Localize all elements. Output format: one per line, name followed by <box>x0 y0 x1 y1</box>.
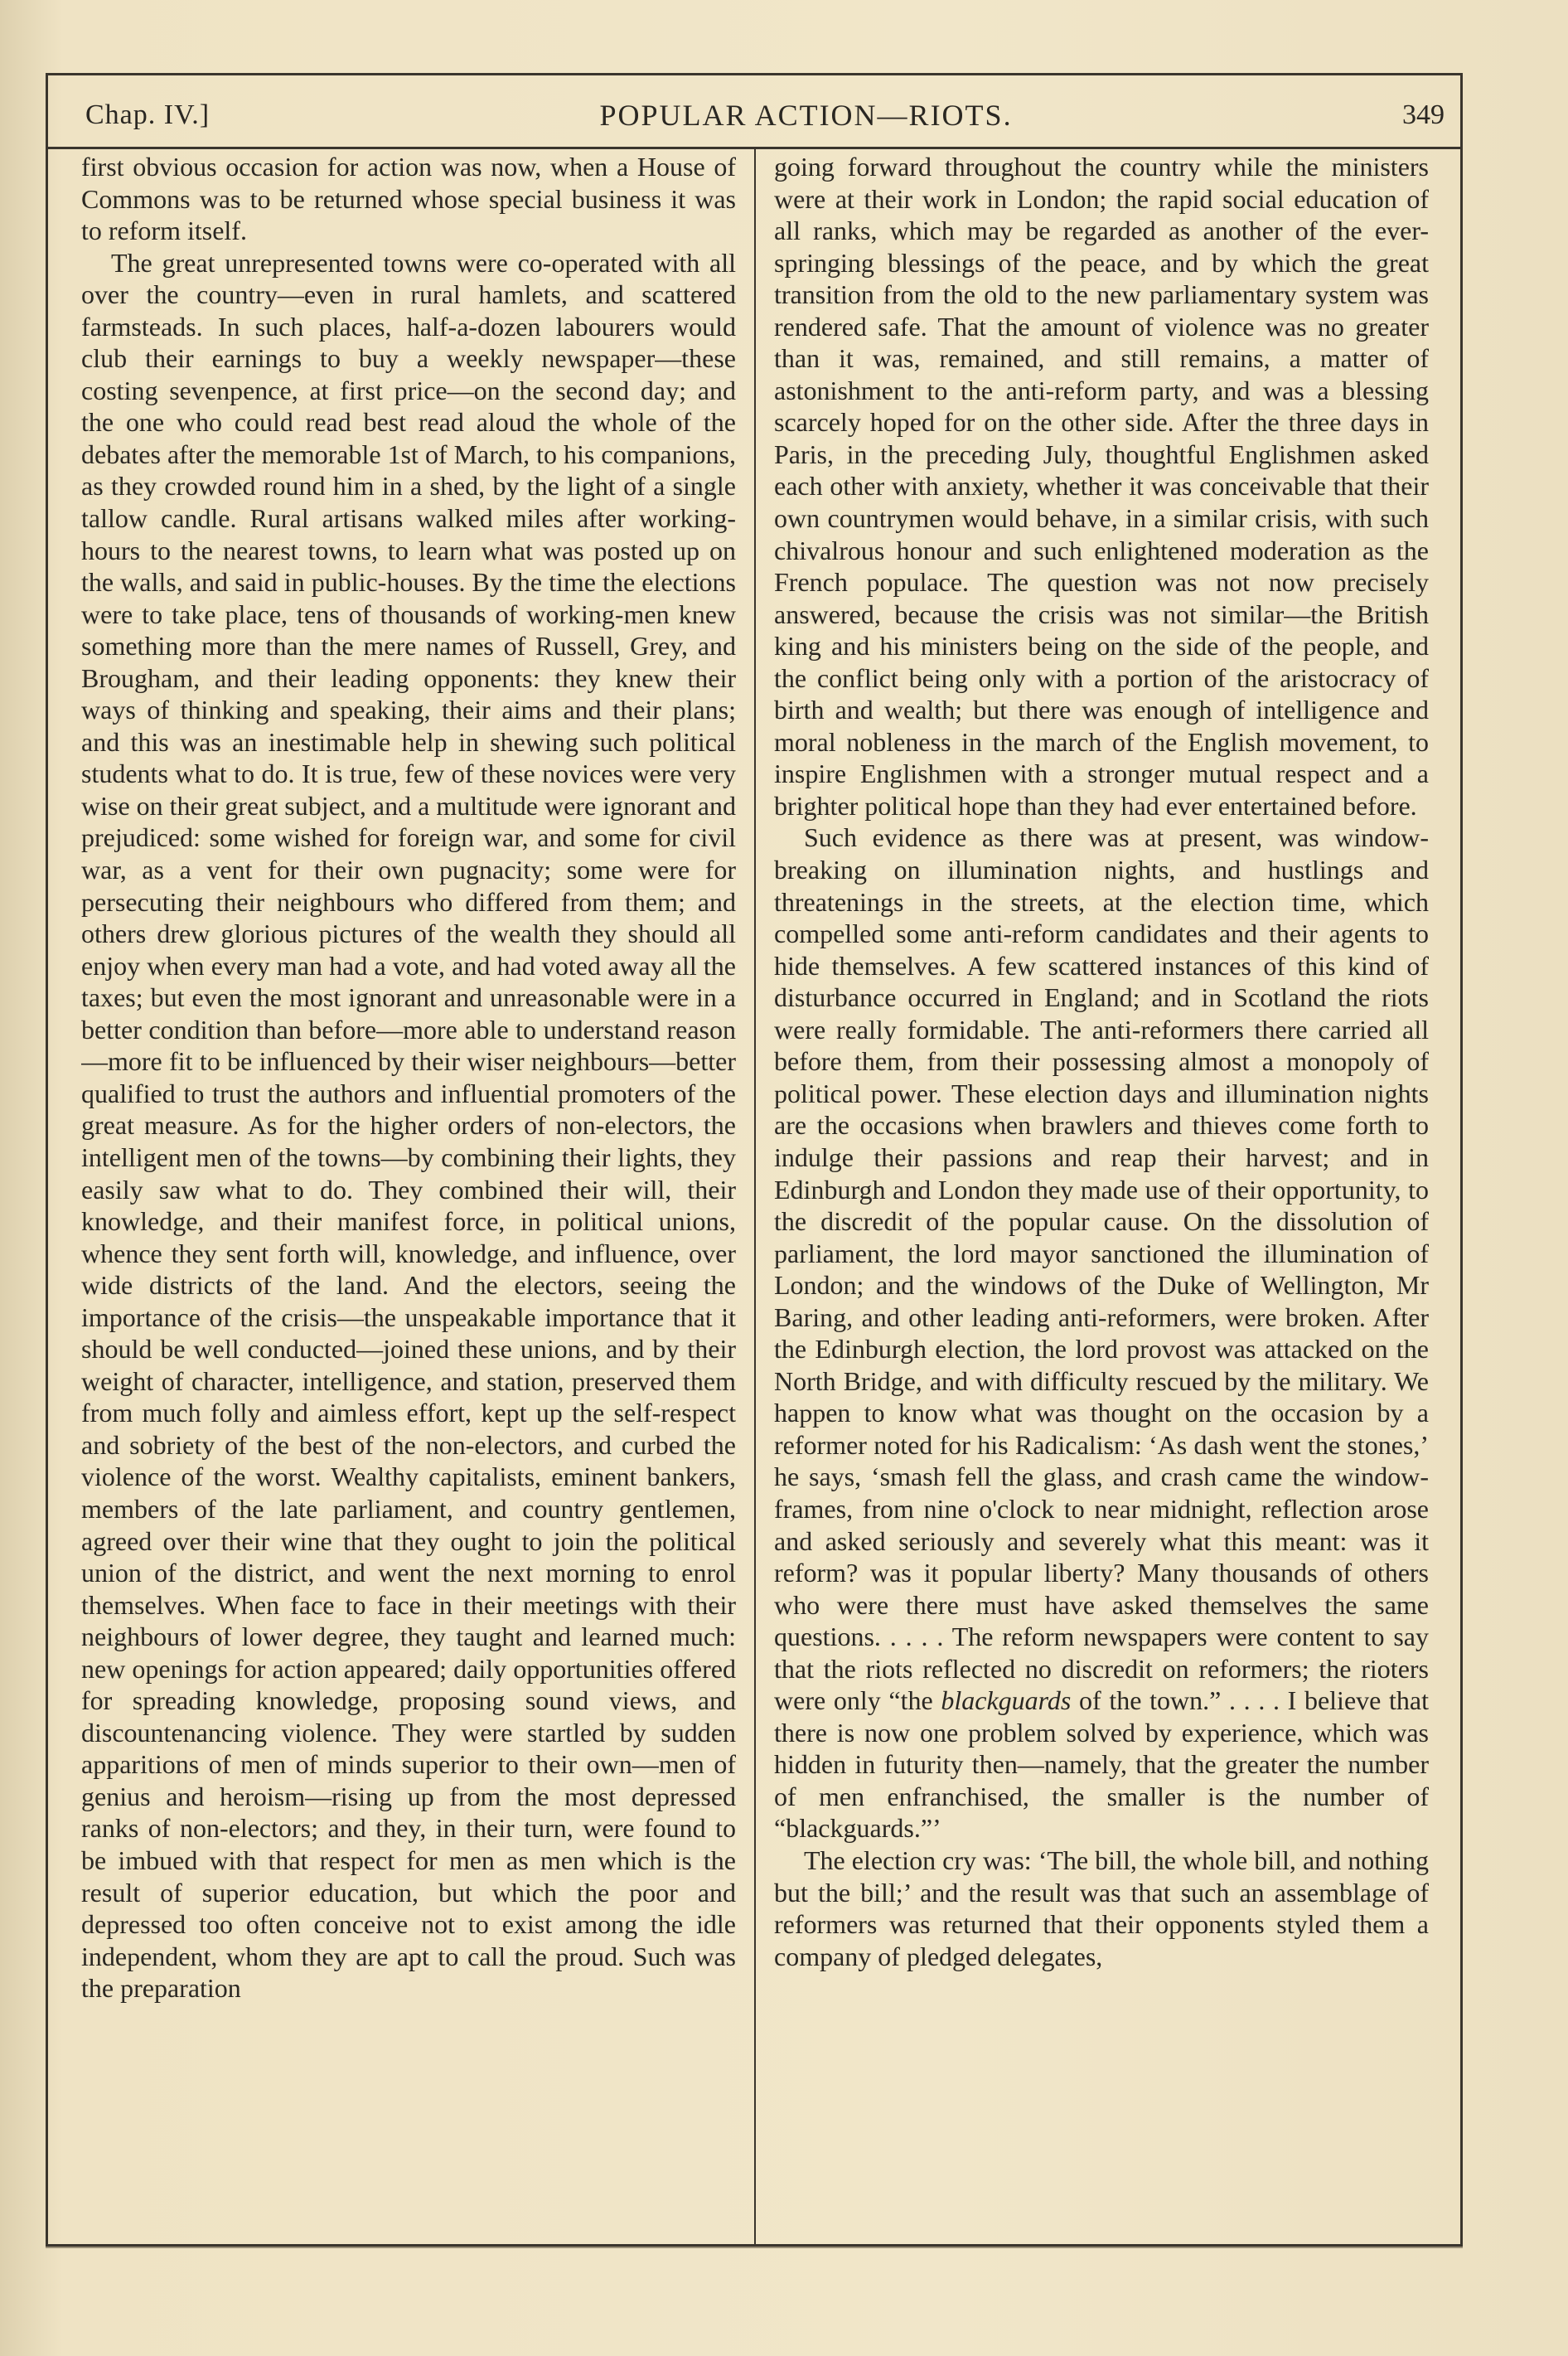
running-header <box>46 83 1463 148</box>
running-title: POPULAR ACTION—RIOTS. <box>599 99 1013 132</box>
page-number: 349 <box>1401 99 1445 130</box>
right-column <box>774 151 1429 2236</box>
text-run: Such evidence as there was at present, was window-breaking on illumination nights, and hustlings and threatenings in the streets, at the election time, which compelled some anti-reform candidates and their agents to hide themselves. A few scattered instances of this kind of disturbance occurred in England; and in Scotland the riots were really formidable. The anti-reformers there carried all before them, from their possessing almost a monopoly of political power. These election days and illumination nights are the occasions when brawlers and thieves come forth to indulge their passions and reap their harvest; and in Edinburgh and London they made use of their opportunity, to the discredit of the popular cause. On the dissolution of parliament, the lord mayor sanctioned the illumination of London; and the windows of the Duke of Wellington, Mr Baring, and other leading anti-reformers, were broken. After the Edinburgh election, the lord provost was attacked on the North Bridge, and with difficulty rescued by the military. We happen to know what was thought on the occasion by a reformer noted for his Radicalism: ‘As dash went the stones,’ he says, ‘smash fell the glass, and crash came the window-frames, from nine o'clock to near midnight, reflection arose and asked seriously and severely what this meant: was it reform? was it popular liberty? Many thousands of others who were there must have asked themselves the same questions. . . . . The reform newspapers were content to say that the riots reflected no discredit on reformers; the rioters were only “the <box>774 822 1429 1716</box>
paragraph: first obvious occasion for action was now, when a House of Commons was to be returned whose special business it was to reform itself. <box>81 152 736 246</box>
paragraph <box>774 822 1429 1845</box>
paragraph: The great unrepresented towns were co-operated with all over the country—even in rural hamlets, and scattered farmsteads. In such places, half-a-dozen labourers would club their earnings to buy a weekly newspaper—these costing sevenpence, at first price—on the second day; and the one who could read best read aloud the whole of the debates after the memorable 1st of March, to his companions, as they crowded round him in a shed, by the light of a single tallow candle. Rural artisans walked miles after working-hours to the nearest towns, to learn what was posted up on the walls, and said in public-houses. By the time the elections were to take place, tens of thousands of working-men knew something more than the mere names of Russell, Grey, and Brougham, and their leading opponents: they knew their ways of thinking and speaking, their aims and their plans; and this was an inestimable help in shewing such political students what to do. It is true, few of these novices were very wise on their great subject, and a multitude were ignorant and prejudiced: some wished for foreign war, and some for civil war, as a vent for their own pugnacity; some were for persecuting their neighbours who differed from them; and others drew glorious pictures of the wealth they should all enjoy when every man had a vote, and had voted away all the taxes; but even the most ignorant and unreasonable were in a better condition than before—more able to understand reason—more fit to be influenced by their wiser neighbours—better qualified to trust the authors and influential promoters of the great measure. As for the higher orders of non-electors, the intelligent men of the towns—by combining their lights, they easily saw what to do. They combined their will, their knowledge, and their manifest force, in political unions, whence they sent forth will, knowledge, and influence, over wide districts of the land. And the electors, seeing the importance of the crisis—the unspeakable importance that it should be well conducted—joined these unions, and by their weight of character, intelligence, and station, preserved them from much folly and aimless effort, kept up the self-respect and sobriety of the best of the non-electors, and curbed the violence of the worst. Wealthy capitalists, eminent bankers, members of the late parliament, and country gentlemen, agreed over their wine that they ought to join the political union of the district, and went the next morning to enrol themselves. When face to face in their meetings with their neighbours of lower degree, they taught and learned much: new openings for action appeared; daily opportunities offered for spreading knowledge, proposing sound views, and discountenancing violence. They were startled by sudden apparitions of men of minds superior to their own—men of genius and heroism—rising up from the most depressed ranks of non-electors; and they, in their turn, were found to be imbued with that respect for men as men which is the result of superior education, but which the poor and depressed too often conceive not to exist among the idle independent, whom they are apt to call the proud. Such was the preparation <box>81 247 736 2004</box>
text-run: of the town.” . . . . I believe that there is now one problem solved by experience, which was hidden in futurity then—namely, that the greater the number of men enfranchised, the smaller is the number of “blackguards.”’ <box>774 1685 1429 1844</box>
paragraph: The election cry was: ‘The bill, the whole bill, and nothing but the bill;’ and the result was that such an assemblage of reformers was returned that their opponents styled them a company of pledged delegates, <box>774 1845 1429 1971</box>
italic-word: blackguards <box>941 1685 1072 1716</box>
paragraph: going forward throughout the country while the ministers were at their work in London; the rapid social education of all ranks, which may be regarded as another of the ever-springing blessings of the peace, and by which the great transition from the old to the new parliamentary system was rendered safe. That the amount of violence was no greater than it was, remained, and still remains, a matter of astonishment to the anti-reform party, and was a blessing scarcely hoped for on the other side. After the three days in Paris, in the preceding July, thoughtful Englishmen asked each other with anxiety, whether it was conceivable that their own countrymen would behave, in a similar crisis, with such chivalrous honour and such enlightened moderation as the French populace. The question was not now precisely answered, because the crisis was not similar—the British king and his ministers being on the side of the people, and the conflict being only with a portion of the aristocracy of birth and wealth; but there was enough of intelligence and moral nobleness in the march of the English movement, to inspire Englishmen with a stronger mutual respect and a brighter political hope than they had ever entertained before. <box>774 152 1429 821</box>
column-divider <box>754 149 756 2245</box>
left-column <box>81 151 736 2236</box>
page-bottom-rule <box>46 2247 1463 2248</box>
chapter-label: Chap. IV.] <box>85 99 211 130</box>
